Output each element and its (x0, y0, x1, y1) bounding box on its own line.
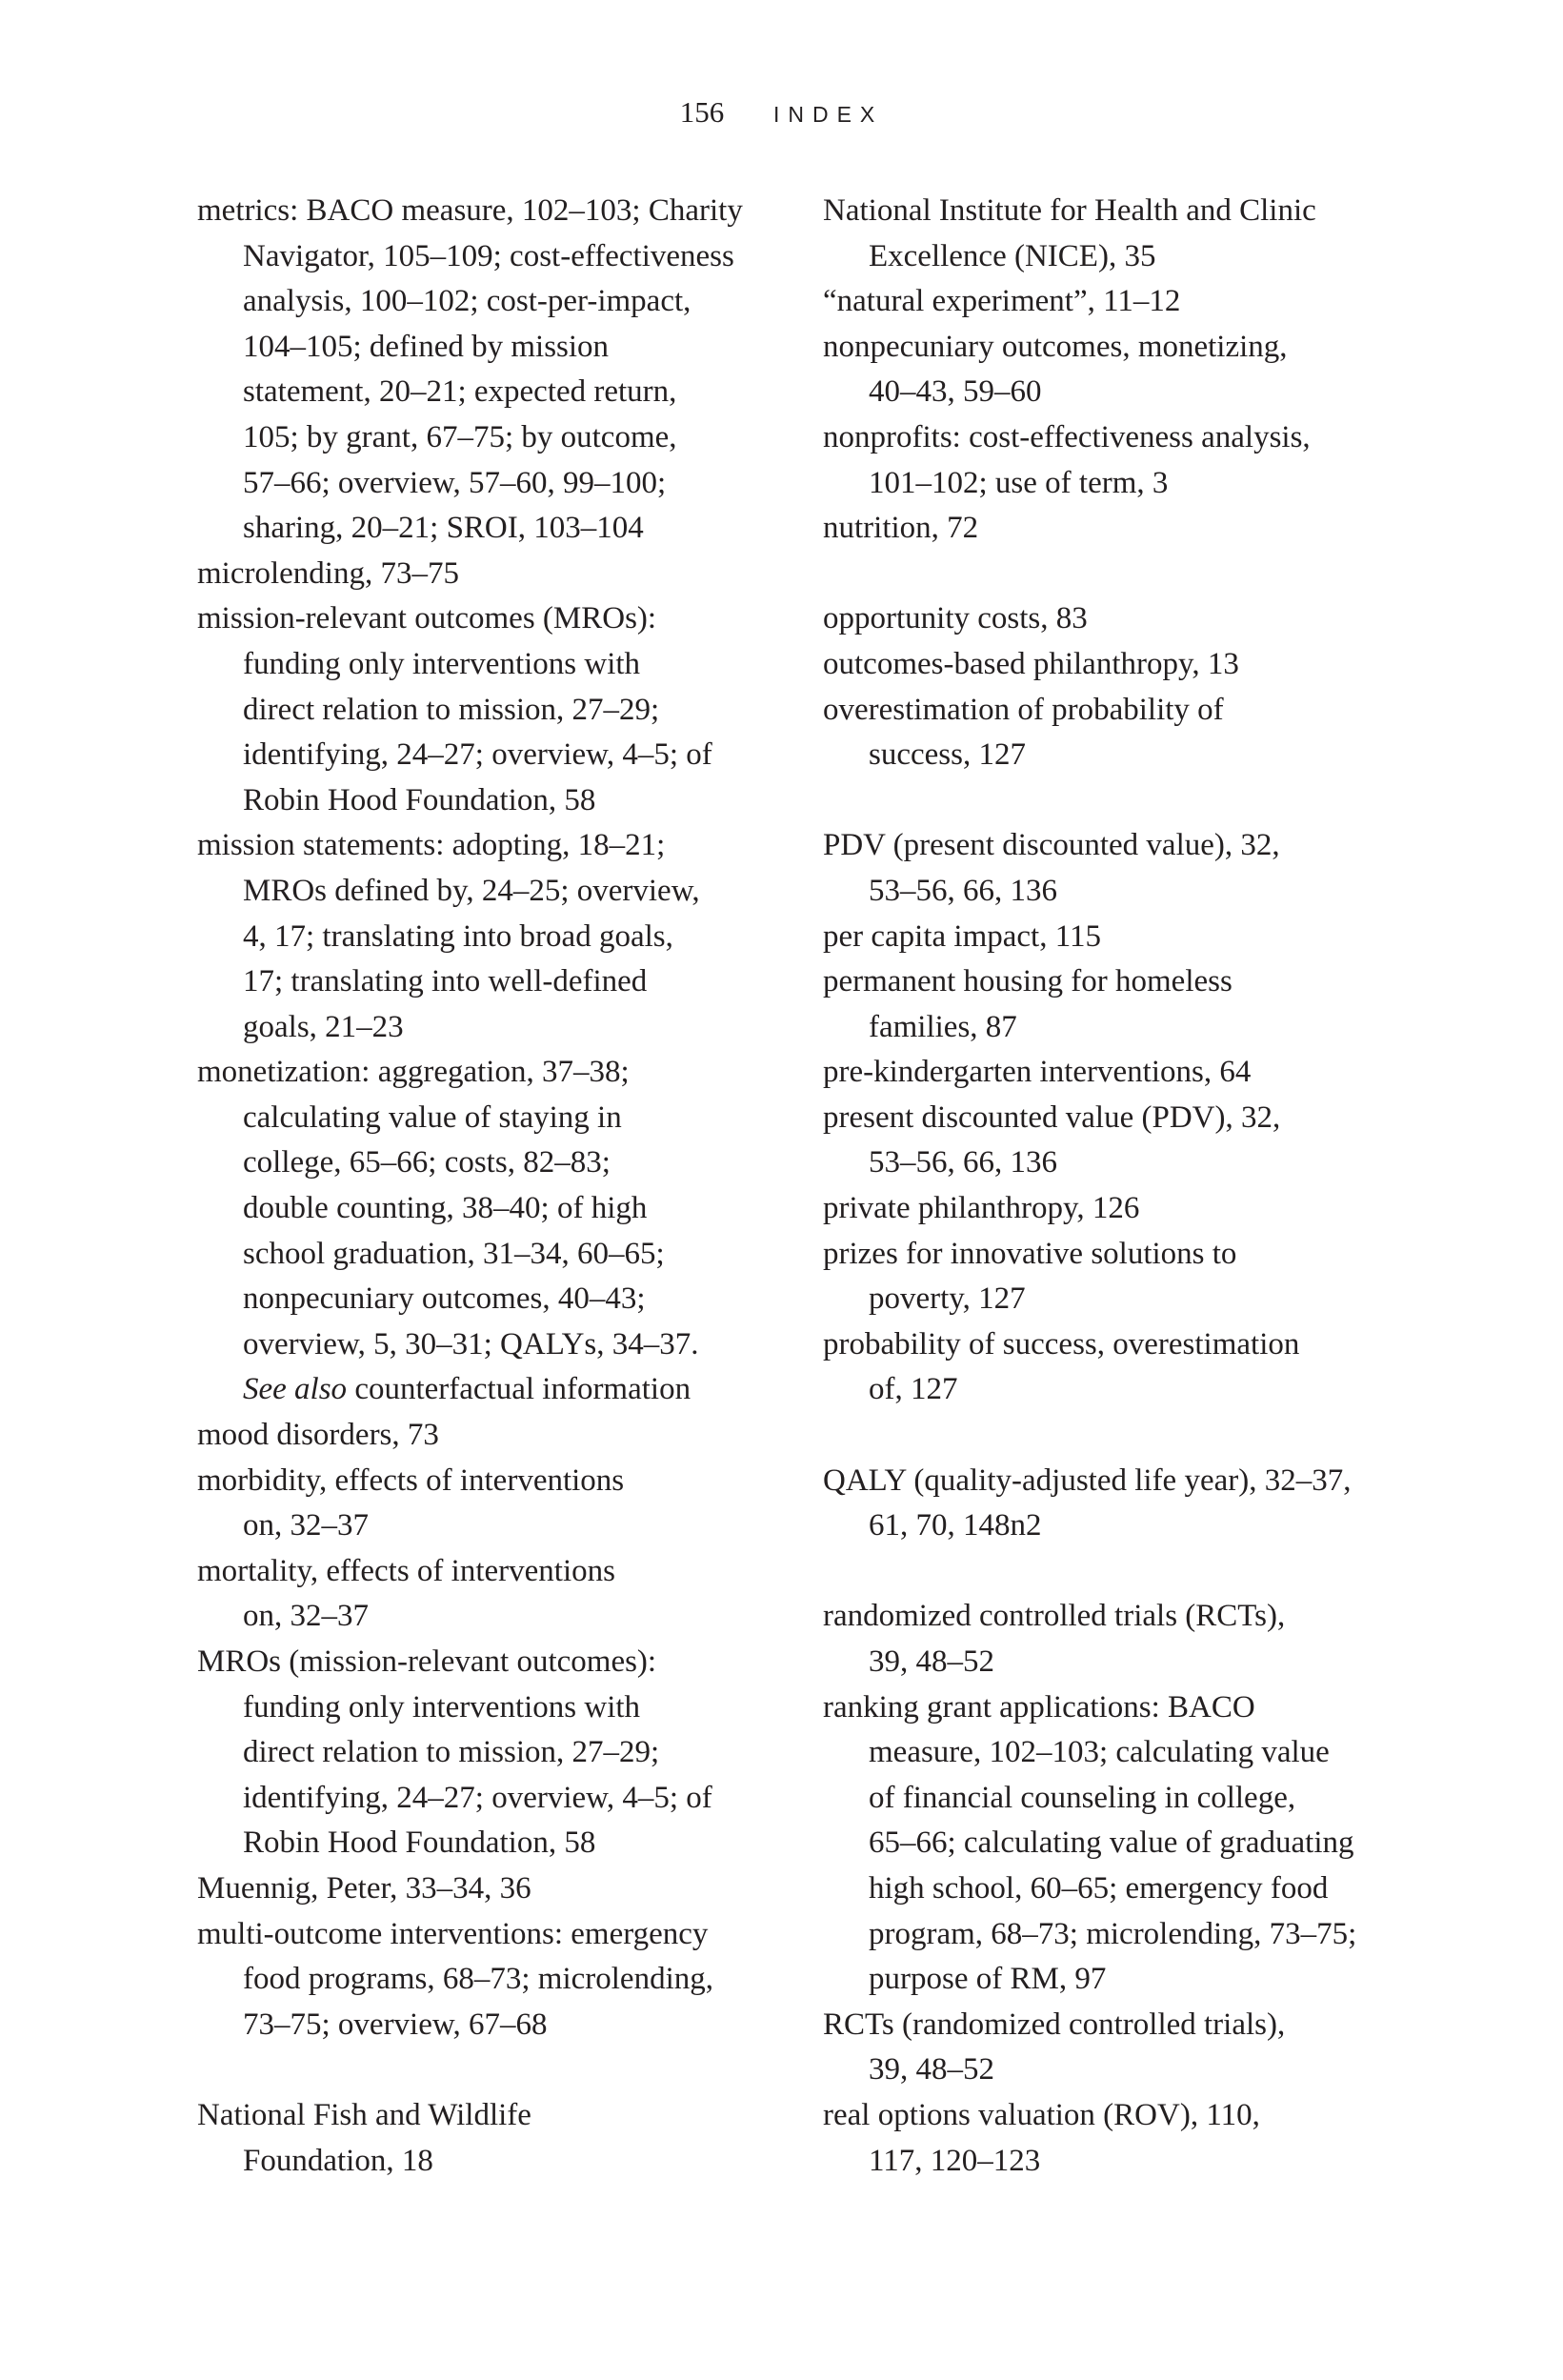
index-entry (197, 1459, 854, 1549)
running-head (0, 93, 1563, 133)
index-entry-continuation-line: 4, 17; translating into broad goals, (243, 918, 673, 954)
index-entry-continuation-line: 17; translating into well-defined (243, 964, 648, 999)
index-entry (823, 506, 1480, 552)
index-entry-heading-line: metrics: BACO measure, 102–103; Charity (197, 193, 743, 228)
index-entry (823, 415, 1480, 506)
letter-group-gap (823, 552, 1480, 597)
index-entry-continuation-line: 57–66; overview, 57–60, 99–100; (243, 465, 667, 500)
index-entry-heading-line: nutrition, 72 (823, 511, 979, 546)
index-entry-continuation-line: 40–43, 59–60 (869, 374, 1042, 410)
index-entry-continuation-line: of, 127 (869, 1372, 958, 1407)
index-entry (197, 1050, 854, 1413)
index-entry-continuation-line: funding only interventions with (243, 1689, 641, 1724)
index-entry-continuation-line: funding only interventions with (243, 646, 641, 681)
index-entry (197, 1549, 854, 1640)
index-entry-heading-line: real options valuation (ROV), 110, (823, 2097, 1260, 2132)
index-entry (197, 1912, 854, 2048)
index-entry (823, 642, 1480, 688)
index-entry-continuation-line: program, 68–73; microlending, 73–75; (869, 1916, 1357, 1951)
index-entry-heading-line: RCTs (randomized controlled trials), (823, 2007, 1286, 2042)
index-entry-continuation-line: direct relation to mission, 27–29; (243, 1735, 660, 1770)
index-entry-heading-line: mission statements: adopting, 18–21; (197, 828, 666, 863)
index-entry-continuation-line: Robin Hood Foundation, 58 (243, 782, 596, 817)
see-also-reference (197, 1367, 854, 1413)
index-entry (823, 823, 1480, 914)
index-entry-continuation-line: school graduation, 31–34, 60–65; (243, 1236, 665, 1271)
index-entry-continuation-line: nonpecuniary outcomes, 40–43; (243, 1281, 646, 1317)
index-entry-continuation-line: Excellence (NICE), 35 (869, 238, 1156, 273)
index-entry-heading-line: randomized controlled trials (RCTs), (823, 1599, 1286, 1634)
index-entry (197, 552, 854, 597)
index-entry (823, 279, 1480, 325)
index-entry-heading-line: National Institute for Health and Clinic (823, 193, 1316, 228)
index-entry-continuation-line: food programs, 68–73; microlending, (243, 1962, 714, 1997)
index-entry-continuation-line: high school, 60–65; emergency food (869, 1870, 1329, 1906)
index-entry (823, 325, 1480, 415)
see-also-target: counterfactual information (347, 1372, 691, 1407)
index-entry-heading-line: mortality, effects of interventions (197, 1553, 615, 1588)
index-entry-continuation-line: on, 32–37 (243, 1508, 369, 1543)
index-entry-continuation-line: success, 127 (869, 737, 1026, 773)
index-entry (823, 1685, 1480, 2003)
index-entry-continuation-line: 61, 70, 148n2 (869, 1508, 1042, 1543)
index-entry-heading-line: QALY (quality-adjusted life year), 32–37, (823, 1462, 1352, 1498)
index-entry (823, 1096, 1480, 1186)
index-entry (197, 1413, 854, 1459)
index-entry-continuation-line: Robin Hood Foundation, 58 (243, 1825, 596, 1861)
index-entry-continuation-line: Foundation, 18 (243, 2143, 433, 2178)
index-entry (823, 915, 1480, 960)
index-entry-heading-line: overestimation of probability of (823, 692, 1224, 727)
index-entry-heading-line: MROs (mission-relevant outcomes): (197, 1644, 657, 1679)
section-title: INDEX (772, 102, 884, 127)
index-entry-continuation-line: measure, 102–103; calculating value (869, 1735, 1330, 1770)
index-entry-heading-line: PDV (present discounted value), 32, (823, 828, 1280, 863)
index-entry-heading-line: probability of success, overestimation (823, 1326, 1300, 1361)
index-entry-continuation-line: 39, 48–52 (869, 2052, 994, 2088)
index-entry-continuation-line: on, 32–37 (243, 1599, 369, 1634)
index-entry-heading-line: nonpecuniary outcomes, monetizing, (823, 329, 1288, 364)
index-entry-heading-line: pre-kindergarten interventions, 64 (823, 1055, 1252, 1090)
index-entry-heading-line: Muennig, Peter, 33–34, 36 (197, 1870, 531, 1906)
index-entry (823, 1459, 1480, 1549)
index-entry (823, 1050, 1480, 1096)
index-entry (823, 1322, 1480, 1413)
index-entry (823, 596, 1480, 642)
index-entry-heading-line: opportunity costs, 83 (823, 601, 1088, 636)
index-entry-continuation-line: college, 65–66; costs, 82–83; (243, 1145, 611, 1180)
index-entry (823, 1594, 1480, 1684)
index-entry-heading-line: mission-relevant outcomes (MROs): (197, 601, 657, 636)
index-entry-heading-line: ranking grant applications: BACO (823, 1689, 1255, 1724)
index-entry (823, 2093, 1480, 2184)
index-entry (823, 2003, 1480, 2093)
index-entry-heading-line: private philanthropy, 126 (823, 1191, 1140, 1226)
see-also-label: See also (243, 1372, 348, 1407)
index-entry (823, 1232, 1480, 1322)
index-entry-continuation-line: goals, 21–23 (243, 1009, 404, 1044)
index-entry-continuation-line: double counting, 38–40; of high (243, 1191, 648, 1226)
index-entry-heading-line: nonprofits: cost-effectiveness analysis, (823, 419, 1311, 454)
index-entry-continuation-line: poverty, 127 (869, 1281, 1026, 1317)
index-entry-continuation-line: 53–56, 66, 136 (869, 1145, 1057, 1180)
index-entry-continuation-line: 53–56, 66, 136 (869, 873, 1057, 908)
index-entry-continuation-line: identifying, 24–27; overview, 4–5; of (243, 737, 712, 773)
index-entry (197, 1640, 854, 1866)
index-entry-continuation-line: of financial counseling in college, (869, 1780, 1296, 1815)
letter-group-gap (197, 2047, 854, 2093)
index-entry (823, 688, 1480, 778)
index-entry-continuation-line: 104–105; defined by mission (243, 329, 610, 364)
index-entry-heading-line: permanent housing for homeless (823, 964, 1232, 999)
index-entry-continuation-line: 65–66; calculating value of graduating (869, 1825, 1354, 1861)
index-column-right (823, 189, 1480, 2184)
index-entry (197, 596, 854, 823)
index-entry-heading-line: monetization: aggregation, 37–38; (197, 1055, 630, 1090)
index-entry-heading-line: outcomes-based philanthropy, 13 (823, 646, 1239, 681)
index-column-left (197, 189, 854, 2184)
index-entry (823, 189, 1480, 279)
index-entry-continuation-line: analysis, 100–102; cost-per-impact, (243, 284, 691, 319)
letter-group-gap (823, 778, 1480, 824)
index-entry-continuation-line: 105; by grant, 67–75; by outcome, (243, 419, 677, 454)
page-number: 156 (679, 95, 725, 129)
index-entry-continuation-line: 101–102; use of term, 3 (869, 465, 1169, 500)
index-entry-heading-line: microlending, 73–75 (197, 555, 459, 591)
letter-group-gap (823, 1413, 1480, 1459)
index-entry-continuation-line: statement, 20–21; expected return, (243, 374, 677, 410)
index-entry (823, 959, 1480, 1050)
index-entry (197, 2093, 854, 2184)
index-entry-heading-line: National Fish and Wildlife (197, 2097, 531, 2132)
index-entry-heading-line: prizes for innovative solutions to (823, 1236, 1237, 1271)
letter-group-gap (823, 1549, 1480, 1595)
index-entry-heading-line: “natural experiment”, 11–12 (823, 284, 1181, 319)
index-entry (823, 1186, 1480, 1232)
index-entry-continuation-line: sharing, 20–21; SROI, 103–104 (243, 511, 644, 546)
index-entry (197, 189, 854, 552)
index-entry-heading-line: present discounted value (PDV), 32, (823, 1099, 1281, 1135)
index-entry-continuation-line: overview, 5, 30–31; QALYs, 34–37. (243, 1326, 699, 1361)
index-entry (197, 823, 854, 1050)
index-entry-continuation-line: calculating value of staying in (243, 1099, 622, 1135)
index-entry-heading-line: multi-outcome interventions: emergency (197, 1916, 709, 1951)
index-entry-continuation-line: direct relation to mission, 27–29; (243, 692, 660, 727)
index-entry-heading-line: per capita impact, 115 (823, 918, 1101, 954)
index-entry-continuation-line: Navigator, 105–109; cost-effectiveness (243, 238, 734, 273)
index-entry-continuation-line: families, 87 (869, 1009, 1017, 1044)
index-entry-heading-line: morbidity, effects of interventions (197, 1462, 625, 1498)
index-entry-continuation-line: purpose of RM, 97 (869, 1962, 1107, 1997)
index-entry (197, 1866, 854, 1912)
index-entry-continuation-line: 39, 48–52 (869, 1644, 994, 1679)
index-entry-continuation-line: 117, 120–123 (869, 2143, 1041, 2178)
index-entry-continuation-line: identifying, 24–27; overview, 4–5; of (243, 1780, 712, 1815)
index-entry-heading-line: mood disorders, 73 (197, 1418, 439, 1453)
index-entry-continuation-line: MROs defined by, 24–25; overview, (243, 873, 700, 908)
index-entry-continuation-line: 73–75; overview, 67–68 (243, 2007, 548, 2042)
